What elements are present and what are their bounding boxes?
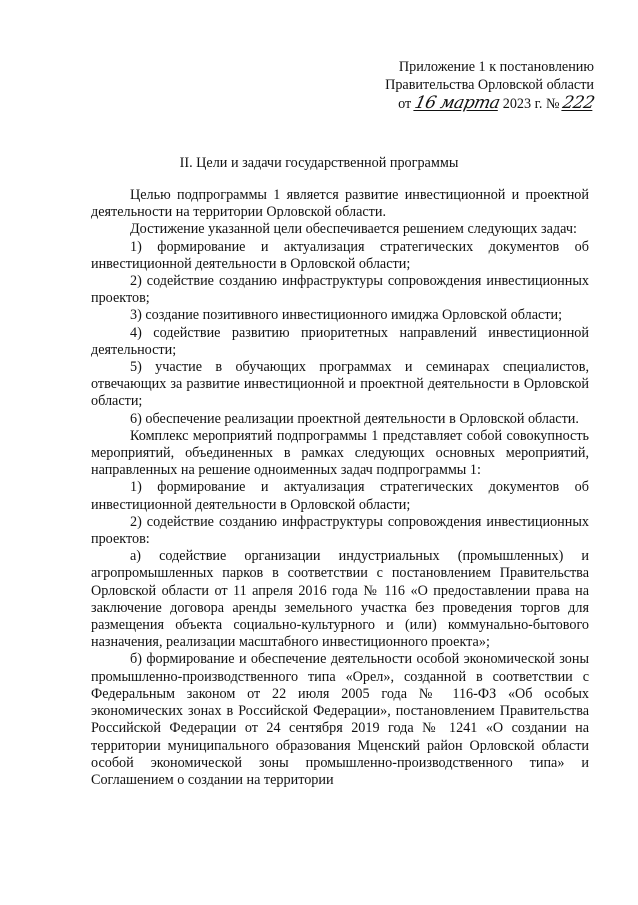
paragraph: а) содействие организации индустриальных (промышленных) и агропромышленных парков в соответствии с постановлением Правительства Орловской области от 11 апреля 2016 года № 116 «О предоставлении права на заключение договора аренды земельного участка без проведения торгов для размещения объекта социально-культурного и (или) коммунально-бытового назначения, реализации масштабного инвестиционного проекта»;: [91, 548, 589, 651]
paragraph: Целью подпрограммы 1 является развитие инвестиционной и проектной деятельности на территории Орловской области.: [91, 187, 589, 221]
paragraph: 1) формирование и актуализация стратегических документов об инвестиционной деятельности в Орловской области;: [91, 479, 589, 513]
document-body: [91, 187, 589, 789]
paragraph: 1) формирование и актуализация стратегических документов об инвестиционной деятельности в Орловской области;: [91, 238, 589, 272]
header-date-line: [385, 93, 597, 113]
handwritten-date: 16 марта: [412, 93, 502, 113]
year-label: 2023 г. №: [502, 96, 560, 112]
section-title: II. Цели и задачи государственной программы: [179, 155, 459, 171]
paragraph: б) формирование и обеспечение деятельности особой экономической зоны промышленно-производственного типа «Орел», созданной в соответствии с Федеральным законом от 22 июля 2005 года № 116-ФЗ «Об особых экономических зонах в Российской Федерации», постановлением Правительства Российской Федерации от 24 сентября 2019 года № 1241 «О создании на территории муниципального образования Мценский район Орловской области особой экономической зоны промышленно-производственного типа» и Соглашением о создании на территории: [91, 651, 589, 788]
paragraph: 3) создание позитивного инвестиционного имиджа Орловской области;: [130, 307, 563, 324]
date-prefix: от: [398, 96, 412, 112]
paragraph: 6) обеспечение реализации проектной деятельности в Орловской области.: [130, 410, 579, 427]
header-line-2: Правительства Орловской области: [385, 77, 594, 93]
document-header: [385, 58, 597, 113]
paragraph: 4) содействие развитию приоритетных направлений инвестиционной деятельности;: [91, 324, 589, 358]
paragraph: 5) участие в обучающих программах и семинарах специалистов, отвечающих за развитие инвестиционной и проектной деятельности в Орловской области;: [91, 359, 589, 410]
paragraph: 2) содействие созданию инфраструктуры сопровождения инвестиционных проектов:: [91, 513, 589, 548]
paragraph: Комплекс мероприятий подпрограммы 1 представляет собой совокупность мероприятий, объединенных в рамках следующих основных мероприятий, направленных на решение одноименных задач подпрограммы 1:: [91, 427, 589, 479]
paragraph: Достижение указанной цели обеспечивается решением следующих задач:: [130, 221, 577, 238]
handwritten-number: 222: [560, 93, 597, 113]
paragraph: 2) содействие созданию инфраструктуры сопровождения инвестиционных проектов;: [91, 273, 589, 307]
header-line-1: Приложение 1 к постановлению: [398, 59, 594, 75]
